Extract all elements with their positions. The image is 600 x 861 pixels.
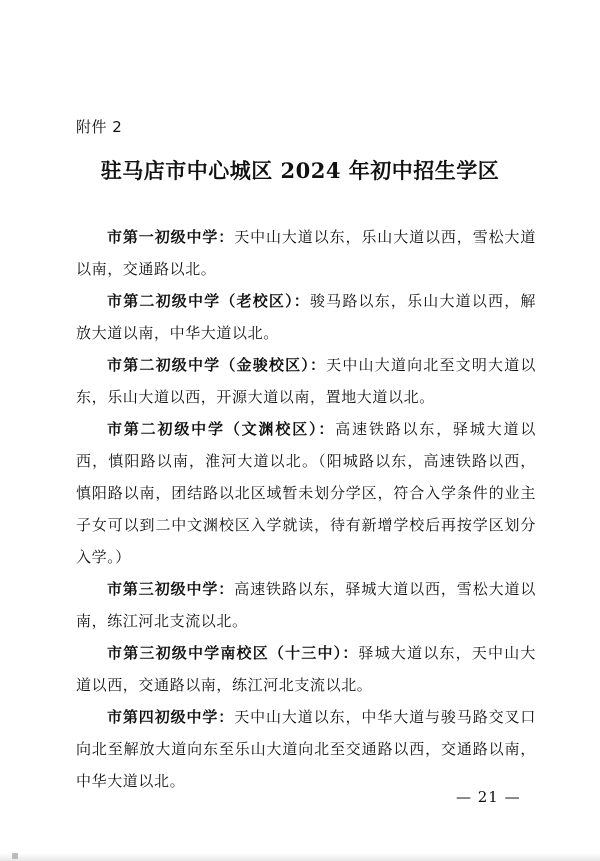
scan-mark	[12, 853, 18, 859]
district-paragraph	[76, 349, 536, 413]
school-name: 市第二初级中学（金骏校区）：	[107, 356, 327, 374]
document-title: 驻马店市中心城区 2024 年初中招生学区	[100, 158, 500, 183]
scan-edge-shadow	[0, 853, 600, 861]
district-boundary-text: 天中山大道向北至文明大道以东，乐山大道以西，开源大道以南，置地大道以北。	[76, 356, 536, 406]
attachment-label: 附件 2	[76, 118, 123, 136]
district-paragraph	[76, 285, 536, 349]
district-boundary-text: 高速铁路以东，驿城大道以西，雪松大道以南，练江河北支流以北。	[76, 580, 536, 630]
district-paragraph	[76, 701, 536, 797]
page-number: — 21 —	[456, 788, 521, 806]
district-boundary-text: 骏马路以东，乐山大道以西，解放大道以南，中华大道以北。	[76, 292, 536, 342]
district-boundary-text: 天中山大道以东，中华大道与骏马路交叉口向北至解放大道向东至乐山大道向北至交通路以西，交通路以南，中华大道以北。	[76, 708, 536, 790]
district-paragraph	[76, 221, 536, 285]
district-paragraph	[76, 637, 536, 701]
district-boundary-text: 天中山大道以东，乐山大道以西，雪松大道以南，交通路以北。	[76, 228, 536, 278]
district-paragraph	[76, 573, 536, 637]
school-name: 市第三初级中学：	[107, 580, 235, 598]
district-boundary-text: 高速铁路以东，驿城大道以西，慎阳路以南，淮河大道以北。（阳城路以东，高速铁路以西，慎阳路以南，团结路以北区域暂未划分学区，符合入学条件的业主子女可以到二中文渊校区入学就读，待有新增学校后再按学区划分入学。）	[76, 420, 536, 566]
school-name: 市第二初级中学（文渊校区）：	[107, 420, 336, 438]
school-name: 市第二初级中学（老校区）：	[107, 292, 310, 310]
district-boundary-text: 驿城大道以东，天中山大道以西，交通路以南，练江河北支流以北。	[76, 644, 536, 694]
district-paragraph	[76, 413, 536, 573]
school-name: 市第四初级中学：	[107, 708, 235, 726]
document-body	[76, 221, 536, 797]
school-name: 市第三初级中学南校区（十三中）：	[107, 644, 359, 662]
school-name: 市第一初级中学：	[107, 228, 235, 246]
